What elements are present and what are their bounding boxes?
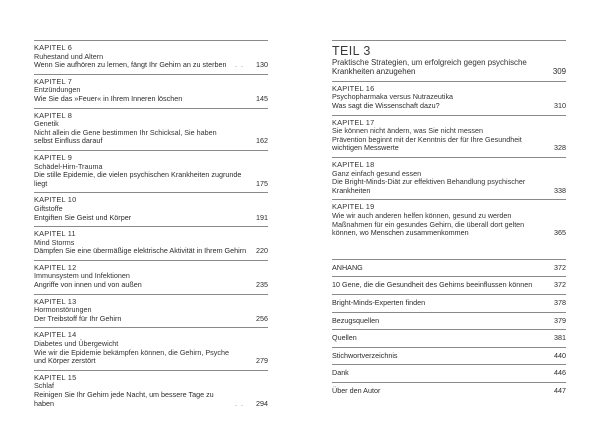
appendix-entry [332, 364, 566, 382]
chapter-entry [332, 200, 566, 241]
chapter-entry [34, 193, 268, 226]
leader-dots: . . [235, 398, 244, 408]
leader-dots: . . [235, 60, 244, 70]
appendix-title: Über den Autor [332, 385, 381, 395]
chapter-title-line: Angriffe von innen und von außen [34, 280, 142, 290]
chapter-title-line: Die Bright-Minds-Diät zur effektiven Behandlung psychischer [332, 177, 526, 187]
chapter-title-line: Dämpfen Sie eine übermäßige elektrische Aktivität in Ihrem Gehirn [34, 246, 247, 256]
appendix-title: 10 Gene, die die Gesundheit des Gehirns beeinflussen können [332, 280, 533, 290]
page-number: 381 [554, 333, 566, 343]
chapter-name: Mind Storms [34, 237, 75, 247]
page-number: 372 [554, 262, 566, 272]
chapter-entry [34, 109, 268, 150]
chapter-name: Sie können nicht ändern, was Sie nicht messen [332, 126, 484, 136]
chapter-name: Wie wir auch anderen helfen können, gesund zu werden [332, 210, 512, 220]
chapter-entry [332, 82, 566, 115]
chapter-number: KAPITEL 13 [34, 296, 77, 306]
chapter-name: Immunsystem und Infektionen [34, 271, 130, 281]
part-subtitle-line-1: Praktische Strategien, um erfolgreich gegen psychische [332, 58, 527, 67]
page-number: 145 [256, 93, 268, 103]
page-number: 191 [256, 212, 268, 222]
chapter-entry [34, 227, 268, 260]
chapter-name: Ruhestand und Altern [34, 51, 104, 61]
chapter-title-row [332, 102, 566, 111]
chapter-number: KAPITEL 9 [34, 152, 73, 162]
right-toc [332, 40, 566, 399]
chapter-name: Ganz einfach gesund essen [332, 168, 422, 178]
page-number: 379 [554, 315, 566, 325]
chapter-name: Diabetes und Übergewicht [34, 339, 119, 349]
page-number: 328 [554, 143, 566, 153]
chapter-title-row [34, 61, 268, 70]
chapter-title-line: Der Treibstoff für Ihr Gehirn [34, 313, 122, 323]
chapter-title-line: wichtigen Messwerte [332, 143, 399, 153]
appendix-entry [332, 347, 566, 365]
chapter-title-row [34, 137, 268, 146]
appendix-title: Quellen [332, 333, 357, 343]
chapter-name: Schlaf [34, 381, 54, 391]
chapter-title-row [34, 247, 268, 256]
chapter-title-row [34, 315, 268, 324]
chapter-title-row [34, 95, 268, 104]
appendix-title: Dank [332, 368, 349, 378]
page-number: 310 [554, 101, 566, 110]
chapter-title-line: selbst Einfluss darauf [34, 136, 103, 146]
page-number: 220 [256, 246, 268, 256]
chapter-title-row [332, 229, 566, 238]
right-page [332, 0, 566, 423]
page-number: 440 [554, 350, 566, 360]
chapter-entry [34, 75, 268, 108]
chapter-number: KAPITEL 6 [34, 43, 73, 52]
page-number: 175 [256, 178, 268, 188]
page-number: 447 [554, 385, 566, 395]
appendix-entry [332, 382, 566, 400]
page-number: 446 [554, 368, 566, 378]
appendix-entry [332, 294, 566, 312]
chapter-title-line: Wenn Sie aufhören zu lernen, fängt Ihr Gehirn an zu sterben [34, 60, 227, 70]
chapter-number: KAPITEL 7 [34, 76, 73, 86]
part-subtitle-row [332, 67, 566, 76]
chapter-number: KAPITEL 16 [332, 83, 375, 93]
chapter-number: KAPITEL 12 [34, 262, 77, 272]
page-number: 309 [552, 67, 566, 77]
left-page [34, 0, 268, 423]
page-number: 279 [256, 356, 268, 366]
chapter-number: KAPITEL 10 [34, 195, 77, 205]
page-number: 162 [256, 136, 268, 146]
chapter-number: KAPITEL 18 [332, 159, 375, 169]
page-number: 365 [554, 228, 566, 238]
page-number: 294 [256, 398, 268, 408]
chapter-title-line: Wie Sie das »Feuer« in Ihrem Inneren löschen [34, 93, 183, 103]
appendix-title: Bezugsquellen [332, 315, 380, 325]
chapter-entry [34, 261, 268, 294]
chapter-title-line: Was sagt die Wissenschaft dazu? [332, 101, 440, 110]
page-number: 338 [554, 185, 566, 195]
chapter-name: Entzündungen [34, 85, 81, 95]
chapter-title-line: Prävention beginnt mit der Kenntnis der für Ihre Gesundheit [332, 134, 522, 144]
appendix-entry [332, 329, 566, 347]
appendix-entry [332, 276, 566, 294]
page-number: 256 [256, 313, 268, 323]
chapter-entry [332, 116, 566, 157]
chapter-title-row [332, 187, 566, 196]
part-heading: TEIL 3 [332, 44, 371, 58]
chapter-number: KAPITEL 14 [34, 330, 77, 340]
chapter-name: Giftstoffe [34, 203, 63, 213]
chapter-entry [34, 41, 268, 74]
right-chapter-list [332, 81, 566, 242]
chapter-name: Schädel-Hirn-Trauma [34, 161, 103, 171]
chapter-entry [34, 151, 268, 192]
chapter-title-row [34, 214, 268, 223]
part-subtitle-line-2: Krankheiten anzugehen [332, 67, 416, 77]
chapter-number: KAPITEL 8 [34, 110, 73, 120]
chapter-title-line: Wie wir die Epidemie bekämpfen können, die Gehirn, Psyche [34, 347, 229, 357]
chapter-title-line: Maßnahmen für ein gesundes Gehirn, die überall dort gelten [332, 219, 525, 229]
chapter-title-line: Nicht allein die Gene bestimmen Ihr Schicksal, Sie haben [34, 127, 217, 137]
chapter-title-line: Reinigen Sie Ihr Gehirn jede Nacht, um bessere Tage zu haben [34, 390, 214, 408]
chapter-entry [34, 295, 268, 328]
appendix-title: ANHANG [332, 262, 363, 272]
appendix-list [332, 259, 566, 400]
page-number: 378 [554, 297, 566, 307]
chapter-entry [34, 371, 268, 412]
appendix-entry [332, 312, 566, 330]
chapter-title-line: können, wo Menschen zusammenkommen [332, 228, 469, 238]
appendix-title: Bright-Minds-Experten finden [332, 297, 426, 307]
chapter-title-row [332, 144, 566, 153]
appendix-heading [332, 259, 566, 277]
chapter-title-line: und Körper zerstört [34, 356, 96, 366]
appendix-title: Stichwortverzeichnis [332, 350, 398, 360]
chapter-name: Genetik [34, 119, 59, 129]
chapter-title-line: Entgiften Sie Geist und Körper [34, 212, 132, 222]
part-entry [332, 41, 566, 81]
chapter-name: Hormonstörungen [34, 305, 92, 315]
page-number: 235 [256, 280, 268, 290]
chapter-title-row [34, 391, 268, 408]
chapter-title-row [34, 171, 268, 188]
chapter-title-row [34, 357, 268, 366]
chapter-number: KAPITEL 19 [332, 202, 375, 212]
chapter-entry [34, 328, 268, 369]
chapter-name: Psychopharmaka versus Nutrazeutika [332, 92, 454, 102]
page-number: 130 [256, 60, 268, 70]
chapter-title-line: Die stille Epidemie, die vielen psychischen Krankheiten zugrunde liegt [34, 170, 242, 188]
chapter-number: KAPITEL 17 [332, 117, 375, 127]
left-toc [34, 40, 268, 412]
chapter-number: KAPITEL 11 [34, 229, 76, 239]
chapter-title-row [34, 281, 268, 290]
chapter-entry [332, 158, 566, 199]
chapter-title-line: Krankheiten [332, 185, 371, 195]
page-number: 372 [554, 280, 566, 290]
chapter-number: KAPITEL 15 [34, 372, 77, 382]
